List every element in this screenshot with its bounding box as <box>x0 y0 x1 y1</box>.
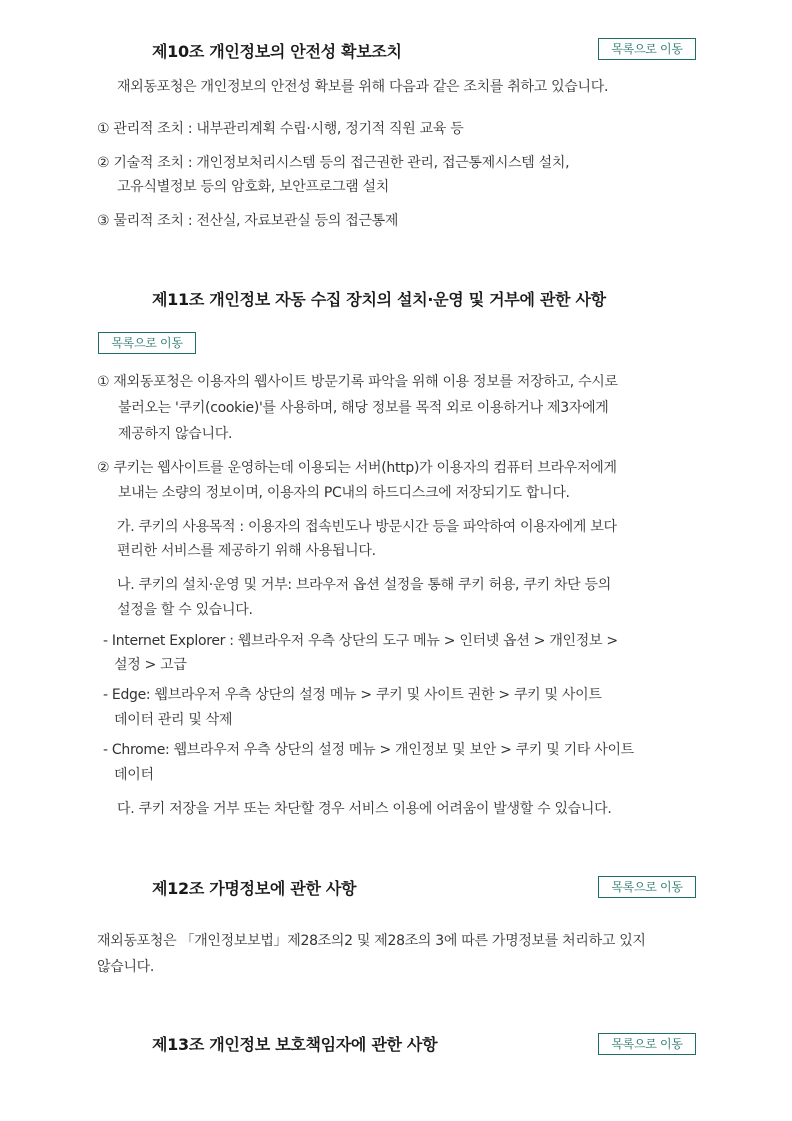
section-13-title: 제13조 개인정보 보호책임자에 관한 사항 <box>152 1035 438 1054</box>
section-12-title: 제12조 가명정보에 관한 사항 <box>152 879 357 898</box>
section-11-na-line-1: 나. 쿠키의 설치·운영 및 거부: 브라우저 옵션 설정을 통해 쿠키 허용, 쿠키 차단 등의 <box>117 577 611 593</box>
section-11-chrome-line-2: 데이터 <box>114 767 154 783</box>
section-12-body-line-1: 재외동포청은 「개인정보보법」제28조의2 및 제28조의 3에 따른 가명정보를 처리하고 있지 <box>97 933 646 949</box>
section-11-para-2-line-2: 보내는 소량의 정보이며, 이용자의 PC내의 하드디스크에 저장되기도 합니다. <box>118 485 570 501</box>
section-10-item-3: ③ 물리적 조치 : 전산실, 자료보관실 등의 접근통제 <box>97 213 399 229</box>
section-11-para-2-line-1: ② 쿠키는 웹사이트를 운영하는데 이용되는 서버(http)가 이용자의 컴퓨터 브라우저에게 <box>97 460 617 476</box>
section-11-na-line-2: 설정을 할 수 있습니다. <box>117 602 253 618</box>
section-10-item-1: ① 관리적 조치 : 내부관리계획 수립·시행, 정기적 직원 교육 등 <box>97 121 464 137</box>
back-to-list-button[interactable]: 목록으로 이동 <box>98 332 196 354</box>
back-to-list-button[interactable]: 목록으로 이동 <box>598 1033 696 1055</box>
section-11-edge-line-1: - Edge: 웹브라우저 우측 상단의 설정 메뉴 > 쿠키 및 사이트 권한 > 쿠키 및 사이트 <box>103 687 602 703</box>
back-to-list-button[interactable]: 목록으로 이동 <box>598 876 696 898</box>
section-11-para-1-line-1: ① 재외동포청은 이용자의 웹사이트 방문기록 파악을 위해 이용 정보를 저장하고, 수시로 <box>97 374 618 390</box>
section-10-intro: 재외동포청은 개인정보의 안전성 확보를 위해 다음과 같은 조치를 취하고 있습니다. <box>117 79 609 95</box>
section-11-ga-line-1: 가. 쿠키의 사용목적 : 이용자의 접속빈도나 방문시간 등을 파악하여 이용자에게 보다 <box>117 519 617 535</box>
section-11-ie-line-2: 설정 > 고급 <box>114 657 187 673</box>
section-11-chrome-line-1: - Chrome: 웹브라우저 우측 상단의 설정 메뉴 > 개인정보 및 보안 > 쿠키 및 기타 사이트 <box>103 742 634 758</box>
back-to-list-button[interactable]: 목록으로 이동 <box>598 38 696 60</box>
section-10-item-2-line-1: ② 기술적 조치 : 개인정보처리시스템 등의 접근권한 관리, 접근통제시스템 설치, <box>97 155 570 171</box>
section-10-item-2-line-2: 고유식별정보 등의 암호화, 보안프로그램 설치 <box>117 179 390 195</box>
section-11-da: 다. 쿠키 저장을 거부 또는 차단할 경우 서비스 이용에 어려움이 발생할 수 있습니다. <box>117 801 612 817</box>
section-11-ie-line-1: - Internet Explorer : 웹브라우저 우측 상단의 도구 메뉴 > 인터넷 옵션 > 개인정보 > <box>103 633 618 649</box>
section-11-title: 제11조 개인정보 자동 수집 장치의 설치·운영 및 거부에 관한 사항 <box>152 290 606 309</box>
section-11-para-1-line-2: 불러오는 '쿠키(cookie)'를 사용하며, 해당 정보를 목적 외로 이용하거나 제3자에게 <box>118 400 609 416</box>
section-10-title: 제10조 개인정보의 안전성 확보조치 <box>152 42 402 61</box>
section-11-ga-line-2: 편리한 서비스를 제공하기 위해 사용됩니다. <box>117 543 376 559</box>
section-11-para-1-line-3: 제공하지 않습니다. <box>118 426 233 442</box>
section-11-edge-line-2: 데이터 관리 및 삭제 <box>114 712 233 728</box>
section-12-body-line-2: 않습니다. <box>97 959 155 975</box>
